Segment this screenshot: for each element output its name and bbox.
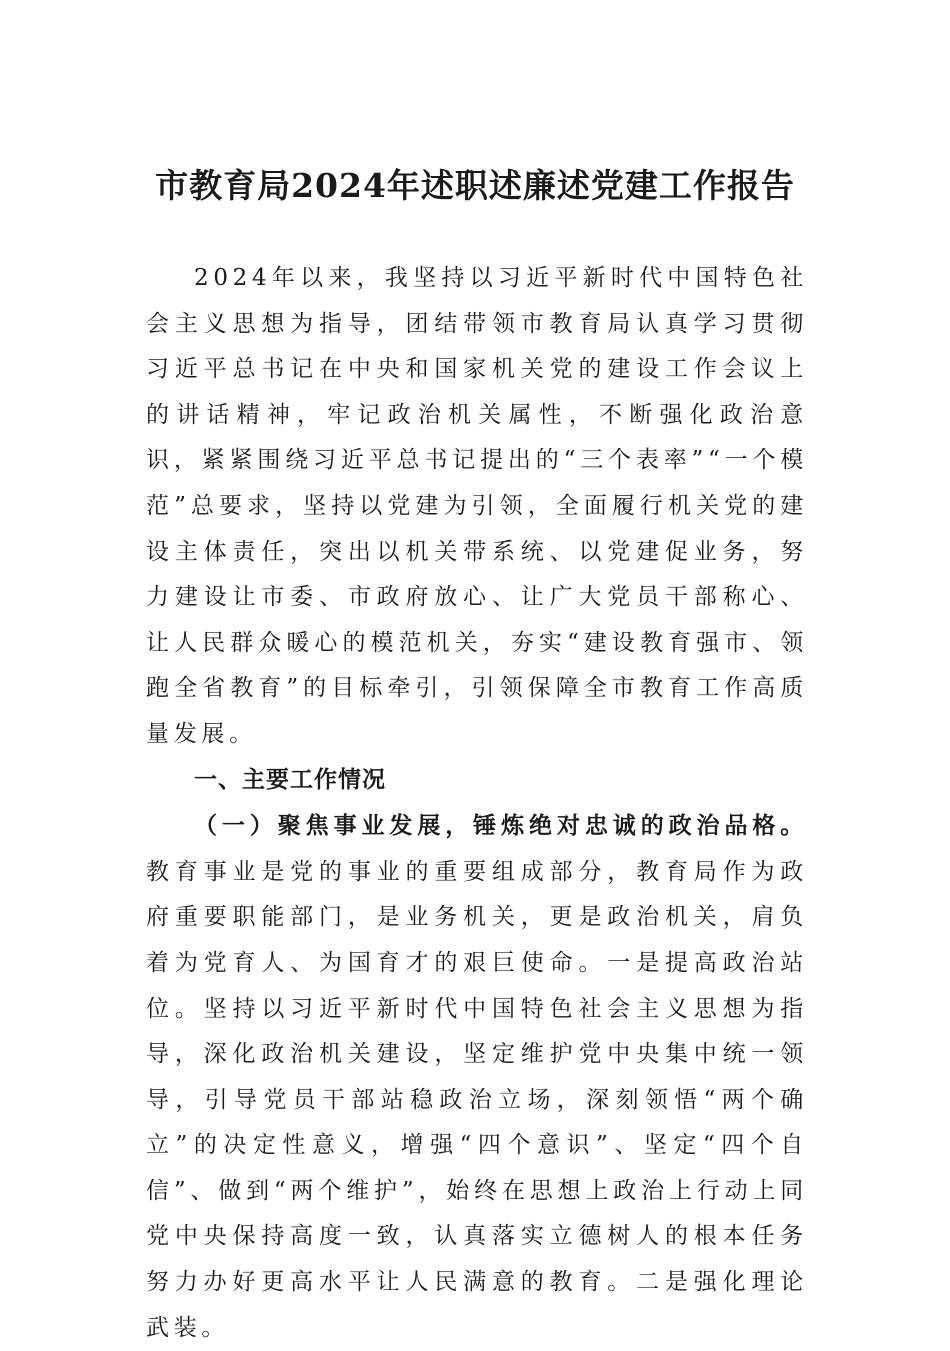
subsection-paragraph [146,803,808,1351]
document-body [146,256,808,1351]
subsection-body: 教育事业是党的事业的重要组成部分，教育局作为政府重要职能部门，是业务机关，更是政治机关，肩负着为党育人、为国育才的艰巨使命。一是提高政治站位。坚持以习近平新时代中国特色社会主义思想为指导，深化政治机关建设，坚定维护党中央集中统一领导，引导党员干部站稳政治立场，深刻领悟“两个确立”的决定性意义，增强“四个意识”、坚定“四个自信”、做到“两个维护”，始终在思想上政治上行动上同党中央保持高度一致，认真落实立德树人的根本任务努力办好更高水平让人民满意的教育。二是强化理论武装。 [146,858,808,1341]
section-heading: 一、主要工作情况 [194,766,386,793]
document-title: 市教育局2024年述职述廉述党建工作报告 [155,166,795,205]
subsection-heading: （一）聚焦事业发展，锤炼绝对忠诚的政治品格。 [194,812,808,840]
intro-paragraph: 2024年以来，我坚持以习近平新时代中国特色社会主义思想为指导，团结带领市教育局认真学习贯彻习近平总书记在中央和国家机关党的建设工作会议上的讲话精神，牢记政治机关属性，不断强化政治意识，紧紧围绕习近平总书记提出的“三个表率”“一个模范”总要求，坚持以党建为引领，全面履行机关党的建设主体责任，突出以机关带系统、以党建促业务，努力建设让市委、市政府放心、让广大党员干部称心、让人民群众暖心的模范机关，夯实“建设教育强市、领跑全省教育”的目标牵引，引领保障全市教育工作高质量发展。 [146,265,808,747]
